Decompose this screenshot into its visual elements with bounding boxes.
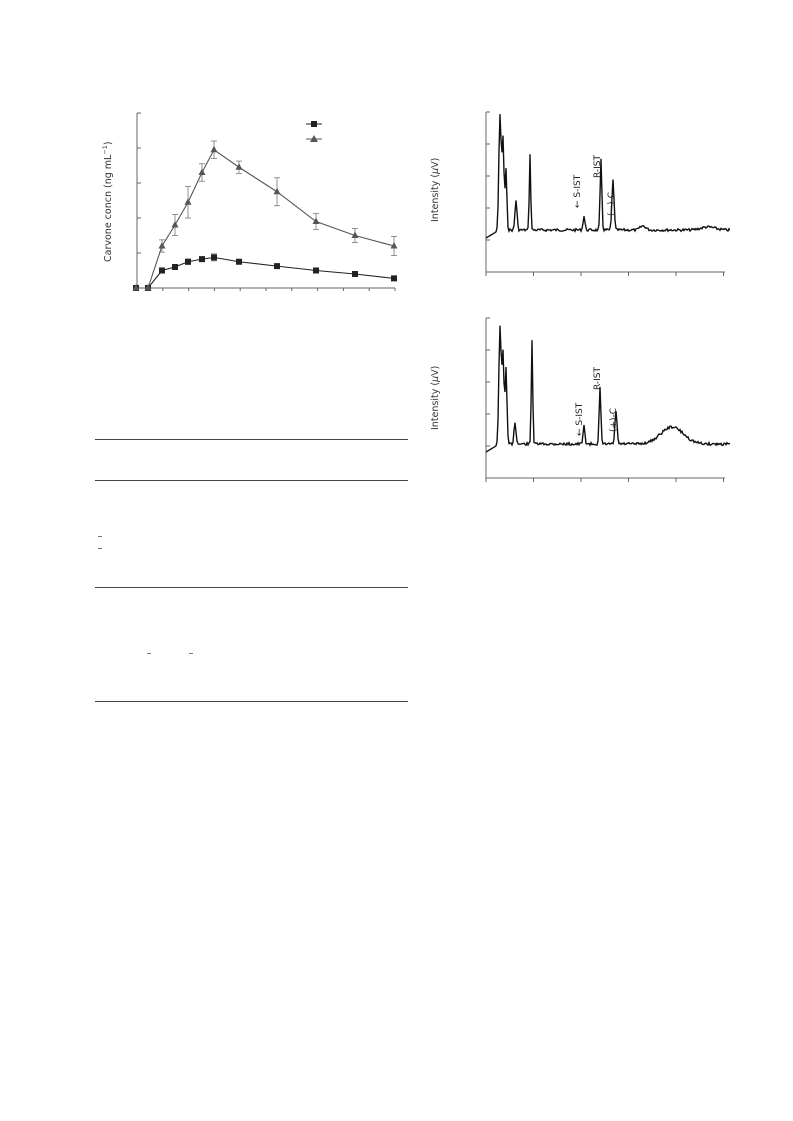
table-section-rule xyxy=(95,587,408,588)
bottom-chromatogram-trace xyxy=(486,326,730,452)
series-1-point xyxy=(391,275,397,281)
series-1-point xyxy=(313,268,319,274)
bottom-ylabel-pre: Intensity ( xyxy=(430,381,441,430)
series-1-point xyxy=(274,263,280,269)
series-2-point xyxy=(211,146,218,153)
top-chromatogram-peak-labels xyxy=(573,154,617,216)
left-line-chart xyxy=(120,105,405,300)
bottom-ylabel-mu: μ xyxy=(430,375,441,382)
top-chromatogram xyxy=(480,108,730,283)
bottom-chromatogram-axes xyxy=(486,318,725,482)
table-mark xyxy=(147,653,151,654)
table-top-rule xyxy=(95,439,408,440)
table-header-rule xyxy=(95,480,408,481)
series-1-point xyxy=(172,264,178,270)
top-chromatogram-axes xyxy=(486,112,725,276)
peak-label-2: R-IST xyxy=(593,154,603,178)
legend-series1-marker xyxy=(311,121,317,127)
series-1-point xyxy=(352,271,358,277)
left-ylabel-text: Carvone concn (ng mL xyxy=(103,154,115,262)
top-ylabel-post: V) xyxy=(430,157,441,168)
series-1-point xyxy=(211,254,217,260)
left-ylabel-sup: −1 xyxy=(101,145,109,155)
peak-label-2: R-IST xyxy=(593,366,603,390)
table-bottom-rule xyxy=(95,701,408,702)
left-chart-ylabel xyxy=(101,141,114,262)
top-ylabel-mu: μ xyxy=(430,167,441,174)
series-2-point xyxy=(313,218,320,225)
series-1-point xyxy=(236,259,242,265)
series-2-point xyxy=(236,163,243,170)
series-2-point xyxy=(185,198,192,205)
peak-label-3: (−)-C xyxy=(607,191,617,216)
series-1-point xyxy=(185,259,191,265)
series-1-point xyxy=(159,268,165,274)
left-chart-series xyxy=(133,141,398,291)
bottom-ylabel-post: V) xyxy=(430,365,441,376)
top-chromatogram-trace xyxy=(486,114,730,238)
top-ylabel-pre: Intensity ( xyxy=(430,173,441,222)
table-mark xyxy=(189,653,193,654)
peak-label-3: (+)-C xyxy=(609,407,619,432)
peak-label-1: ← S-IST xyxy=(573,174,583,208)
top-chromatogram-ylabel xyxy=(430,158,441,222)
bottom-chromatogram-ylabel xyxy=(430,366,441,430)
series-1-point xyxy=(199,256,205,262)
left-chart-legend xyxy=(306,121,322,142)
table-mark xyxy=(98,536,102,537)
left-ylabel-close: ) xyxy=(103,141,115,146)
series-2-point xyxy=(274,188,281,195)
bottom-chromatogram-peak-labels xyxy=(575,366,619,436)
series-2-point xyxy=(199,169,206,176)
peak-label-1: ← S-IST xyxy=(575,402,585,436)
series-2-point xyxy=(172,221,179,228)
table-mark xyxy=(98,548,102,549)
bottom-chromatogram xyxy=(480,314,730,489)
